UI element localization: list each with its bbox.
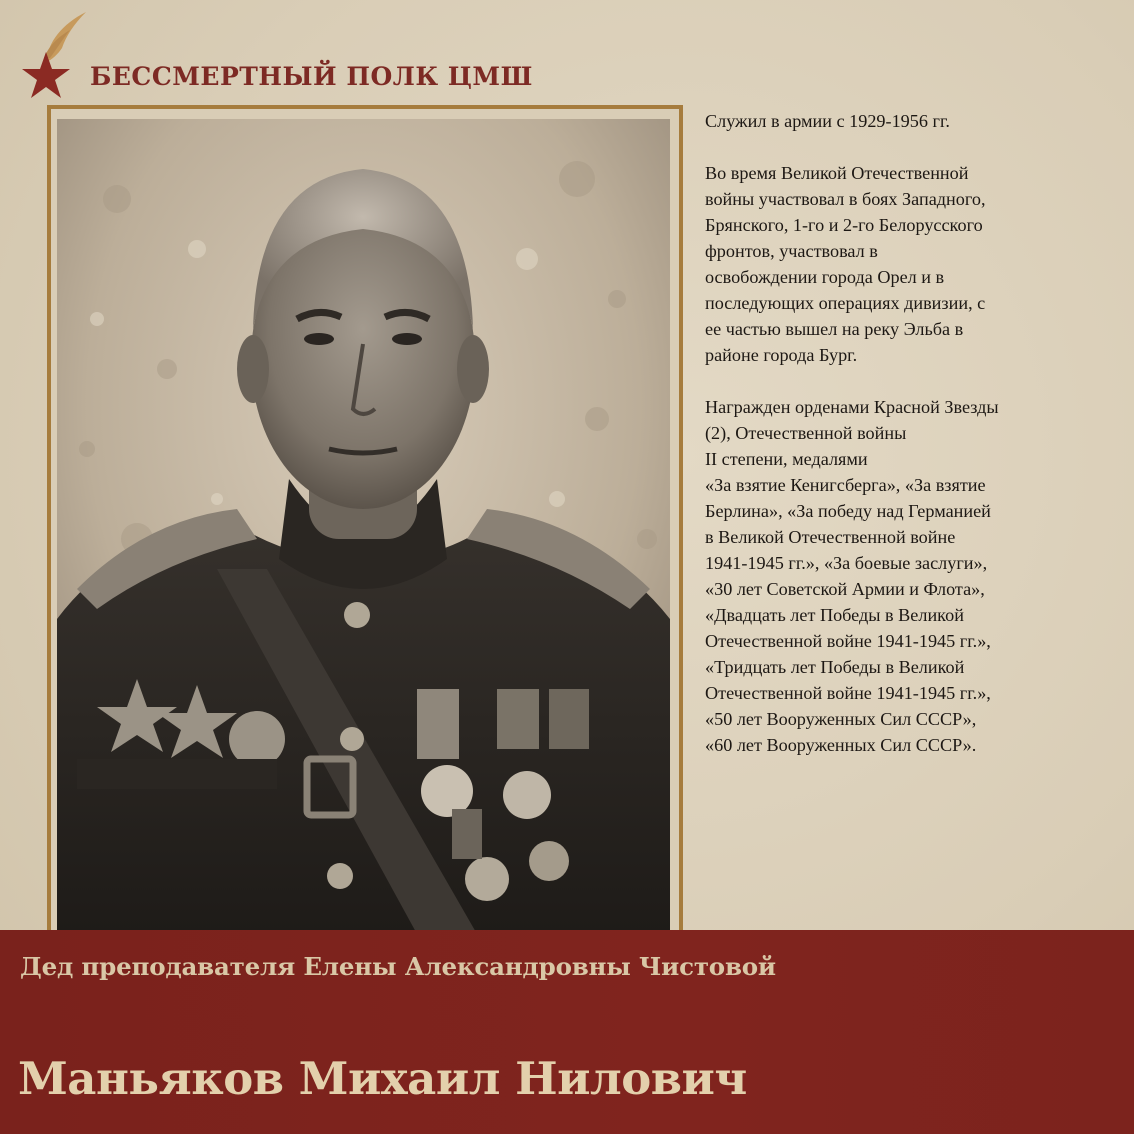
bio-line: 1941-1945 гг.», «За боевые заслуги», [705, 553, 988, 573]
bio-line: II степени, медалями [705, 449, 868, 469]
person-name: Маньяков Михаил Нилович [18, 1052, 747, 1105]
bio-paragraph-service [705, 108, 1115, 134]
bio-line: освобождении города Орел и в [705, 267, 945, 287]
bio-paragraph-awards [705, 394, 1115, 758]
bio-line: Берлина», «За победу над Германией [705, 501, 991, 521]
bio-line: фронтов, участвовал в [705, 241, 878, 261]
bio-line: в Великой Отечественной войне [705, 527, 956, 547]
bio-line: Отечественной войне 1941-1945 гг.», [705, 631, 991, 651]
bio-line: войны участвовал в боях Западного, [705, 189, 986, 209]
bio-line: Служил в армии с 1929-1956 гг. [705, 111, 950, 131]
bio-paragraph-war [705, 160, 1115, 368]
bio-line: Во время Великой Отечественной [705, 163, 969, 183]
bio-line: Награжден орденами Красной Звезды [705, 397, 999, 417]
bio-line: (2), Отечественной войны [705, 423, 907, 443]
bio-line: «Двадцать лет Победы в Великой [705, 605, 964, 625]
bio-line: районе города Бург. [705, 345, 858, 365]
bio-line: ее частью вышел на реку Эльба в [705, 319, 964, 339]
bio-line: «За взятие Кенигсберга», «За взятие [705, 475, 986, 495]
portrait-photo [57, 119, 670, 934]
bio-line: «50 лет Вооруженных Сил СССР», [705, 709, 977, 729]
bio-line: «Тридцать лет Победы в Великой [705, 657, 965, 677]
bio-line: Отечественной войне 1941-1945 гг.», [705, 683, 991, 703]
bio-line: «60 лет Вооруженных Сил СССР». [705, 735, 977, 755]
bio-line: последующих операциях дивизии, с [705, 293, 986, 313]
bio-line: «30 лет Советской Армии и Флота», [705, 579, 985, 599]
org-title: БЕССМЕРТНЫЙ ПОЛК ЦМШ [90, 62, 533, 91]
relation-caption: Дед преподавателя Елены Александровны Чистовой [20, 952, 776, 981]
star-icon [20, 50, 72, 100]
bio-line: Брянского, 1-го и 2-го Белорусского [705, 215, 983, 235]
biography [705, 108, 1115, 784]
